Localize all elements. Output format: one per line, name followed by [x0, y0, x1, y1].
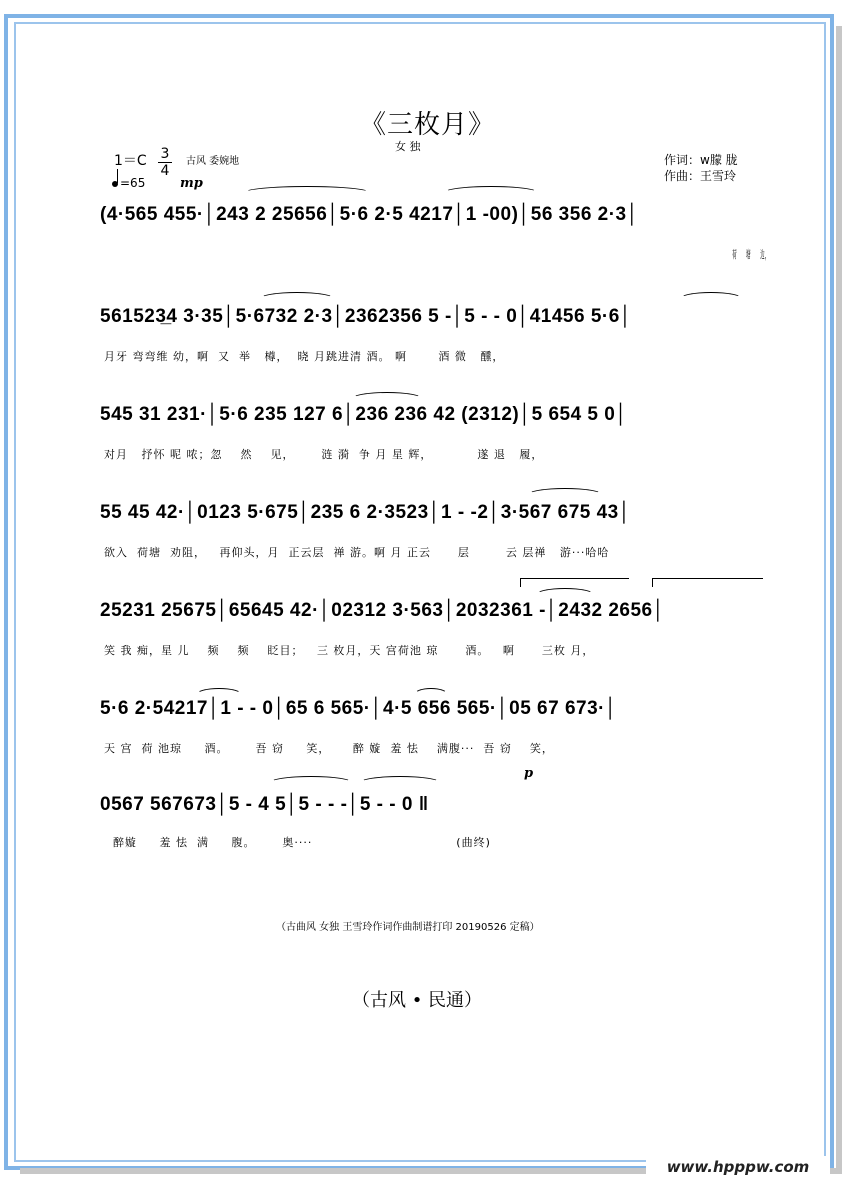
slur — [360, 776, 440, 789]
quarter-note-icon — [112, 181, 118, 187]
lyrics-line-7: 醉嫙 羞 怯 满 腹。 奥···· (曲终) — [104, 836, 491, 849]
page-shadow-right — [836, 26, 842, 1174]
site-watermark: www.hpppw.com — [646, 1156, 830, 1178]
tempo-value: =65 — [120, 176, 146, 190]
meter-bottom: 4 — [160, 163, 170, 179]
lyrics-line-4: 欲入 荷塘 劝阻， 再仰头，月 正云层 禅 游。啊 月 正云 层 云 层禅 游···哈哈 — [104, 546, 610, 559]
first-ending-bracket — [520, 578, 629, 587]
song-subtitle: 女 独 — [395, 140, 421, 153]
lyricist: 作词：w朦 胧 — [664, 153, 738, 167]
slur — [528, 488, 602, 501]
slur — [260, 292, 334, 305]
notation-line-2: 561523̲4 3·35│5·6732 2·3│2362356 5 -│5 - - 0│41456 5·6│ — [100, 306, 633, 327]
meter-top: 3 — [158, 146, 172, 163]
slur — [444, 186, 538, 199]
slur — [244, 186, 370, 199]
notation-line-3: 545 31 231·│5·6 235 127 6│236 236 42 (2312)│5 654 5 0│ — [100, 404, 628, 425]
lyrics-line-1: 荷 塘 边， — [612, 248, 770, 261]
expression-note: 古风 委婉地 — [186, 156, 240, 167]
notation-line-6: 5·6 2·54217│1 - - 0│65 6 565·│4·5 656 565·│05 67 673·│ — [100, 698, 618, 719]
footer-style: （古风 • 民通） — [352, 990, 483, 1011]
song-title: 《三枚月》 — [360, 110, 496, 140]
footer-note: （古曲风 女独 王雪玲作词作曲制谱打印 20190526 定稿） — [276, 922, 540, 933]
notation-line-7: 0567 567673│5 - 4 5│5 - - -│5 - - 0 ‖ — [100, 794, 429, 815]
notation-line-5: 25231 25675│65645 42·│02312 3·563│2032361 -│2432 2656│ — [100, 600, 665, 621]
key-signature: 1＝C — [114, 153, 147, 169]
lyrics-line-6: 天 宫 荷 池琼 酒。 吾 窃 笑， 醉 嫙 羞 怯 满腹··· 吾 窃 笑， — [104, 742, 554, 755]
composer: 作曲：王雪玲 — [664, 169, 737, 183]
time-signature — [158, 146, 172, 179]
dynamic-p: p — [524, 766, 534, 781]
notation-line-4: 55 45 42·│0123 5·675│235 6 2·3523│1 - -2│3·567 675 43│ — [100, 502, 632, 523]
slur — [680, 292, 742, 305]
credits — [664, 152, 738, 184]
notation-line-1: (4·565 455·│243 2 25656│5·6 2·5 4217│1 -00)│56 356 2·3│ — [100, 204, 639, 225]
tempo-marking — [112, 176, 145, 190]
lyrics-line-5: 笑 我 痴，星 儿 频 频 眨目； 三 枚月，天 宫荷池 琼 酒。 啊 三枚 月， — [104, 644, 595, 657]
lyrics-line-3: 对月 抒怀 呢 哝；忽 然 见， 涟 漪 争 月 星 辉， 遂 退 履， — [104, 448, 544, 461]
dynamic-mp: mp — [180, 176, 203, 191]
lyrics-line-2: 月牙 弯弯维 幼，啊 又 举 樽， 晓 月跳进清 酒。 啊 酒 微 醺， — [104, 350, 505, 363]
slur — [270, 776, 352, 789]
second-ending-bracket — [652, 578, 763, 587]
